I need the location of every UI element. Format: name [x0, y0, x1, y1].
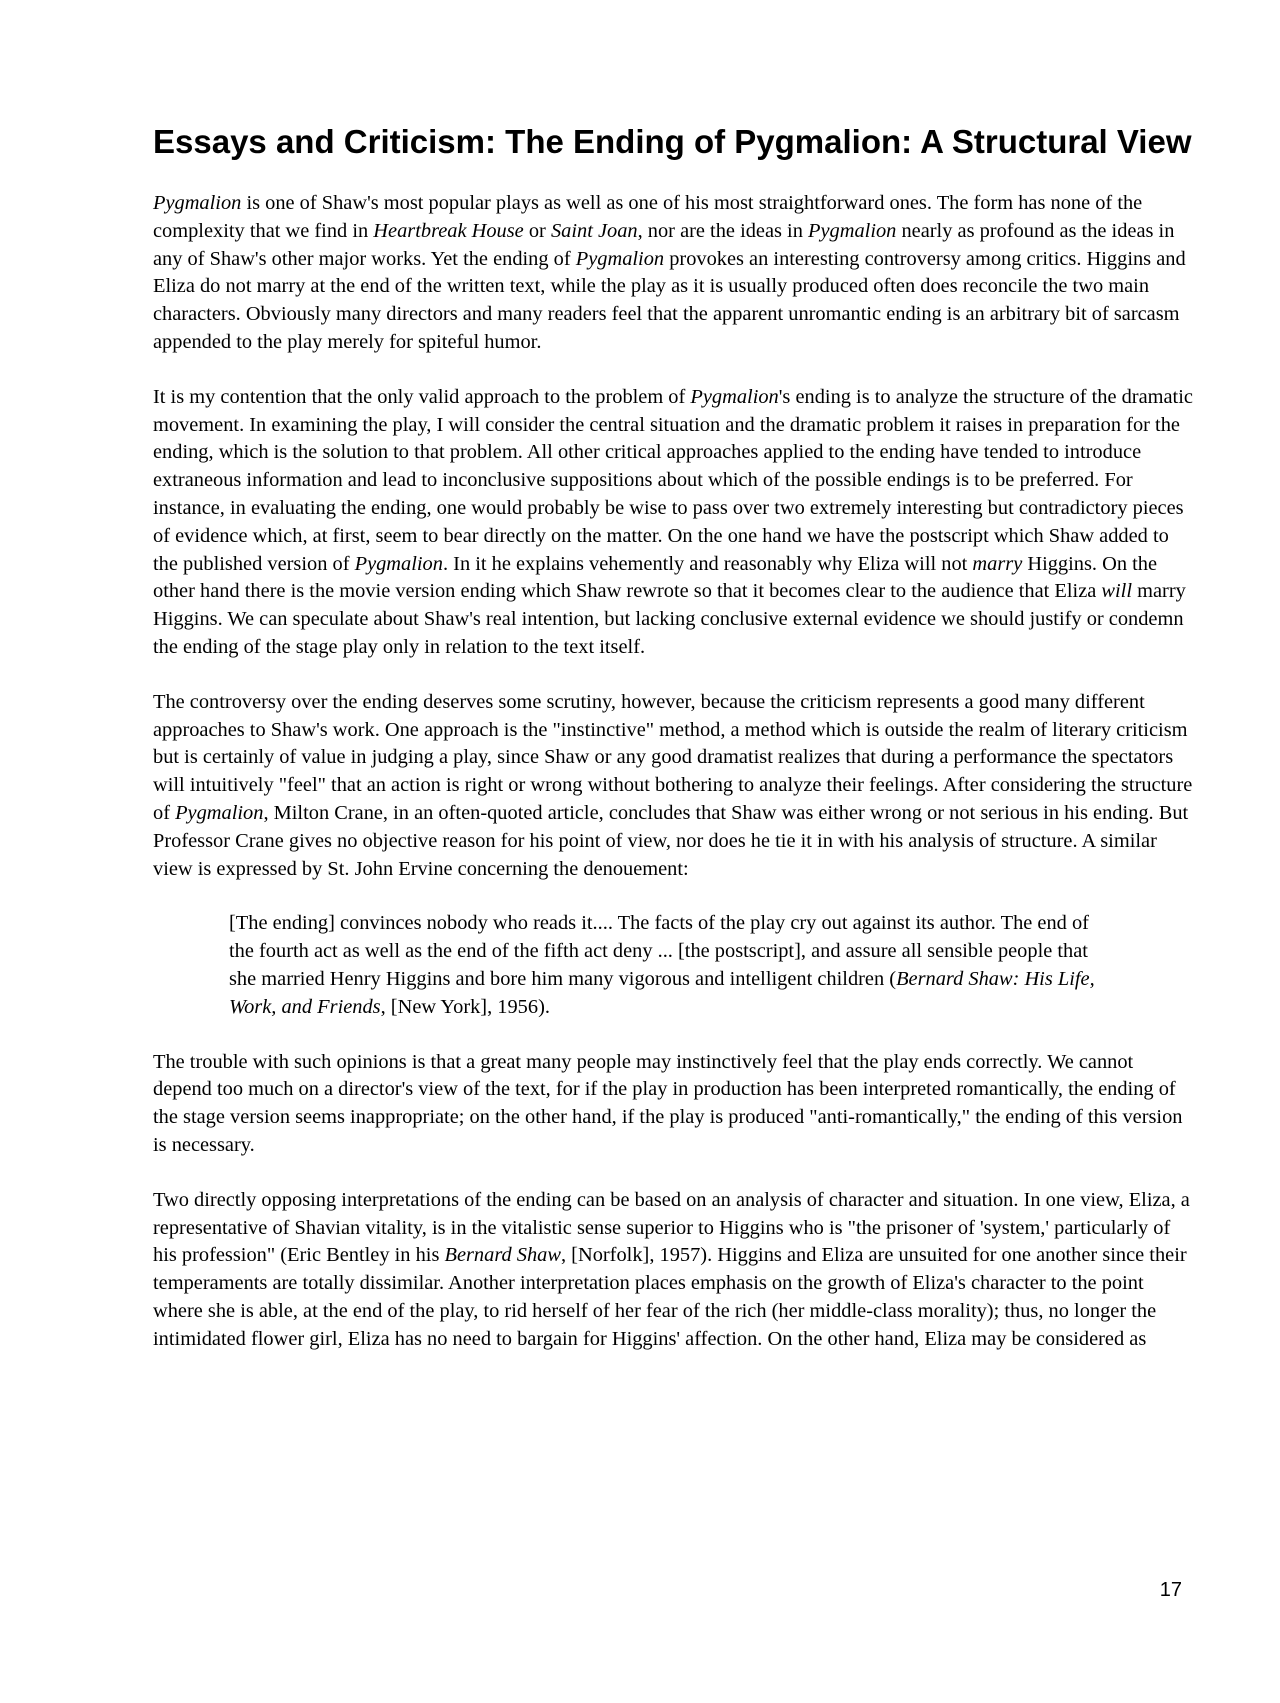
italic-text: Pygmalion: [153, 192, 242, 214]
text-run: Higgins. On the other hand there is the movie version ending which Shaw rewrote so that it becomes clear to the audience that Eliza: [153, 552, 1158, 603]
paragraph: [153, 190, 1193, 357]
paragraph: [153, 1187, 1193, 1354]
text-run: or: [523, 219, 551, 242]
block-quote: [229, 910, 1109, 1021]
italic-text: will: [1101, 580, 1133, 603]
text-run: . In it he explains vehemently and reasonably why Eliza will not: [442, 552, 973, 575]
italic-text: Bernard Shaw: [444, 1244, 561, 1267]
text-run: nearly as profound as the ideas in any of Shaw's other major works. Yet the ending of: [153, 219, 1175, 270]
document-page: [153, 120, 1193, 1380]
text-run: , [New York], 1956).: [380, 995, 550, 1018]
text-run: The trouble with such opinions is that a great many people may instinctively feel that the play ends correctly. We cannot depend too much on a director's view of the text, for if the play in production has been interpreted romantically, the ending of the stage version seems inappropriate; on the other hand, if the play is produced "anti-romantically," the ending of this version is necessary.: [153, 1050, 1183, 1156]
paragraph: [153, 384, 1193, 662]
italic-text: Pygmalion: [354, 552, 443, 575]
italic-text: Pygmalion: [808, 219, 897, 242]
paragraph: [153, 1049, 1193, 1160]
italic-text: Pygmalion: [690, 385, 779, 408]
text-run: 's ending is to analyze the structure of the dramatic movement. In examining the play, I will consider the central situation and the dramatic problem it raises in preparation for the ending, which is the solution to that problem. All other critical approaches applied to the ending have tended to introduce extraneous information and lead to inconclusive suppositions about which of the possible endings is to be preferred. For instance, in evaluating the ending, one would probably be wise to pass over two extremely interesting but contradictory pieces of evidence which, at first, seem to bear directly on the matter. On the one hand we have the postscript which Shaw added to the published version of: [153, 385, 1193, 575]
text-run: , [Norfolk], 1957). Higgins and Eliza are unsuited for one another since their temperaments are totally dissimilar. Another interpretation places emphasis on the growth of Eliza's character to the point where she is able, at the end of the play, to rid herself of her fear of the rich (her middle-class morality); thus, no longer the intimidated flower girl, Eliza has no need to bargain for Higgins' affection. On the other hand, Eliza may be considered as: [153, 1244, 1187, 1350]
italic-text: Saint Joan: [550, 219, 638, 242]
paragraph: [153, 689, 1193, 884]
italic-text: Pygmalion: [175, 801, 264, 824]
text-run: marry Higgins. We can speculate about Shaw's real intention, but lacking conclusive external evidence we should justify or condemn the ending of the stage play only in relation to the text itself.: [153, 580, 1186, 658]
italic-text: Bernard Shaw: His Life, Work, and Friends: [229, 967, 1095, 1018]
italic-text: Heartbreak House: [373, 219, 524, 242]
text-run: , Milton Crane, in an often-quoted article, concludes that Shaw was either wrong or not serious in his ending. But Professor Crane gives no objective reason for his point of view, nor does he tie it in with his analysis of structure. A similar view is expressed by St. John Ervine concerning the denouement:: [153, 801, 1189, 880]
text-run: [The ending] convinces nobody who reads it.... The facts of the play cry out against its author. The end of the fourth act as well as the end of the fifth act deny ... [the postscript], and assure all sensible people that she married Henry Higgins and bore him many vigorous and intelligent children (: [229, 912, 1089, 990]
text-run: It is my contention that the only valid approach to the problem of: [153, 385, 691, 408]
italic-text: Pygmalion: [575, 247, 665, 270]
page-number: 17: [1159, 1579, 1182, 1601]
text-run: Two directly opposing interpretations of the ending can be based on an analysis of character and situation. In one view, Eliza, a representative of Shavian vitality, is in the vitalistic sense superior to Higgins who is "the prisoner of 'system,' particularly of his profession" (Eric Bentley in his: [153, 1188, 1190, 1267]
italic-text: marry: [972, 552, 1023, 575]
text-run: provokes an interesting controversy among critics. Higgins and Eliza do not marry at the end of the written text, while the play as it is usually produced often does reconcile the two main characters. Obviously many directors and many readers feel that the apparent unromantic ending is an arbitrary bit of sarcasm appended to the play merely for spiteful humor.: [153, 247, 1186, 353]
page-title: Essays and Criticism: The Ending of Pygmalion: A Structural View: [153, 123, 1192, 160]
text-run: , nor are the ideas in: [637, 219, 809, 242]
text-run: The controversy over the ending deserves some scrutiny, however, because the criticism represents a good many different approaches to Shaw's work. One approach is the "instinctive" method, a method which is outside the realm of literary criticism but is certainly of value in judging a play, since Shaw or any good dramatist realizes that during a performance the spectators will intuitively "feel" that an action is right or wrong without bothering to analyze their feelings. After considering the structure of: [153, 690, 1193, 824]
text-run: is one of Shaw's most popular plays as well as one of his most straightforward ones. The form has none of the complexity that we find in: [153, 192, 1143, 242]
